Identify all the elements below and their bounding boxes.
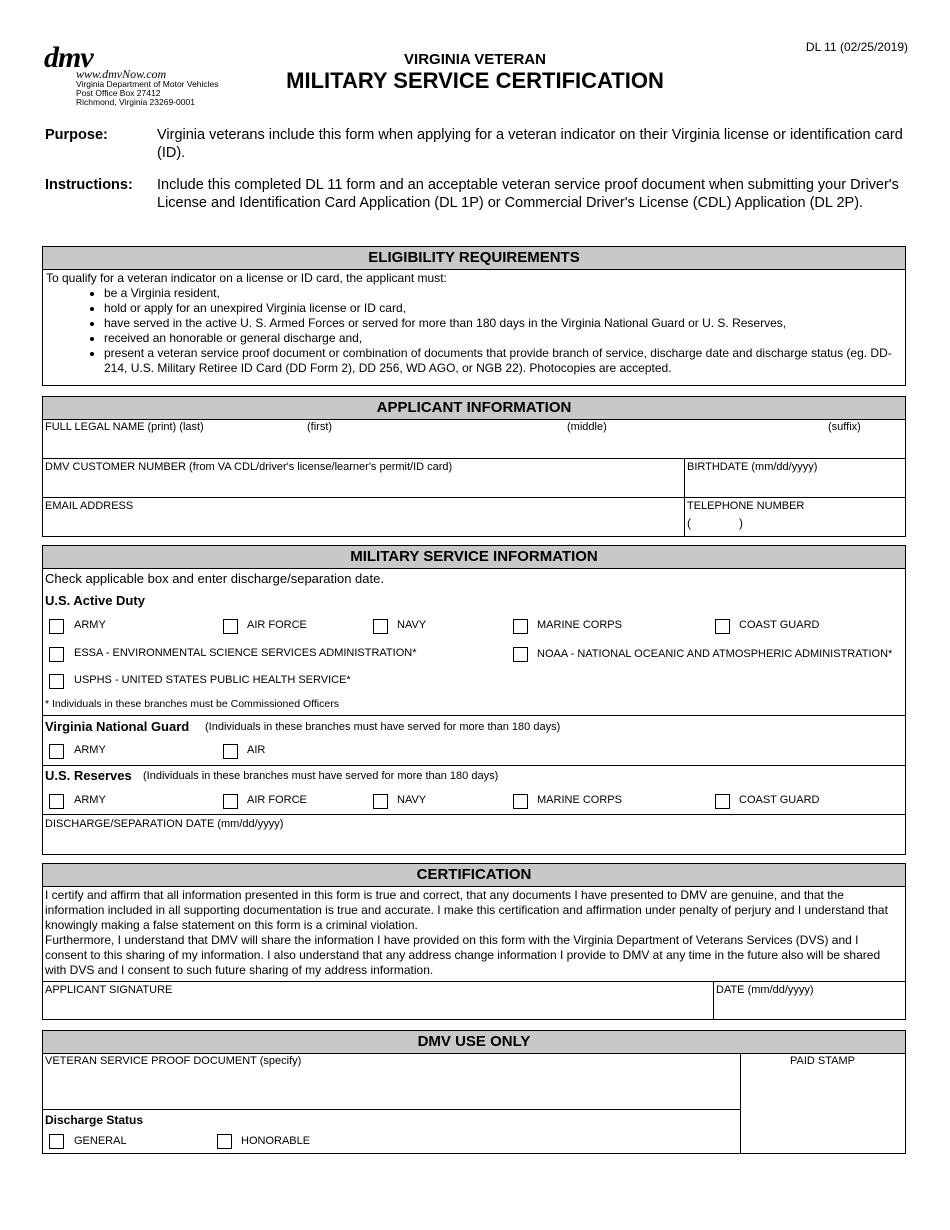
- purpose-label: Purpose:: [45, 127, 108, 143]
- purpose-text: Virginia veterans include this form when applying for a veteran indicator on their Virginia license or identification card (ID).: [157, 127, 903, 161]
- logo-address-line: Richmond, Virginia 23269-0001: [76, 97, 195, 107]
- reserves-marine-corps-label: MARINE CORPS: [537, 794, 622, 806]
- military-service-section: [42, 545, 906, 855]
- full-name-field[interactable]: [43, 419, 905, 458]
- proof-document-label: VETERAN SERVICE PROOF DOCUMENT (specify): [45, 1055, 302, 1067]
- national-guard-note: (Individuals in these branches must have served for more than 180 days): [205, 721, 561, 733]
- instructions-section: [45, 176, 905, 232]
- instructions-text: Include this completed DL 11 form and an acceptable veteran service proof document when submitting your Driver's License and Identification Card Application (DL 1P) or Commercial Driver's License (CDL) Application (DL 2P).: [157, 177, 899, 211]
- national-guard-title: Virginia National Guard: [45, 719, 190, 734]
- birthdate-label: BIRTHDATE (mm/dd/yyyy): [687, 461, 818, 473]
- applicant-section: [42, 396, 906, 537]
- applicant-title: APPLICANT INFORMATION: [43, 397, 905, 420]
- reserves-coast-guard-label: COAST GUARD: [739, 794, 820, 806]
- honorable-discharge-checkbox[interactable]: [217, 1134, 232, 1149]
- active-navy-label: NAVY: [397, 619, 427, 631]
- guard-air-label: AIR: [247, 744, 266, 756]
- first-name-label: (first): [307, 421, 333, 433]
- birthdate-field[interactable]: [685, 459, 905, 497]
- paid-stamp-label: PAID STAMP: [790, 1055, 855, 1067]
- reserves-navy-label: NAVY: [397, 794, 427, 806]
- discharge-date-field[interactable]: [43, 815, 905, 854]
- form-title-line1: VIRGINIA VETERAN: [404, 51, 546, 68]
- eligibility-item: • have served in the active U. S. Armed Forces or served for more than 180 days in the Virginia National Guard or U. S. Reserves,: [104, 316, 902, 331]
- proof-document-field[interactable]: [43, 1053, 740, 1108]
- customer-number-field[interactable]: [43, 459, 684, 497]
- logo-address-line: Virginia Department of Motor Vehicles: [76, 79, 219, 89]
- middle-name-label: (middle): [567, 421, 607, 433]
- logo-mark: dmv: [44, 41, 93, 74]
- guard-army-checkbox[interactable]: [49, 744, 64, 759]
- email-label: EMAIL ADDRESS: [45, 500, 134, 512]
- eligibility-item: • received an honorable or general discharge and,: [104, 331, 902, 346]
- essa-label: ESSA - ENVIRONMENTAL SCIENCE SERVICES ADMINISTRATION*: [74, 647, 417, 659]
- logo-url: www.dmvNow.com: [76, 67, 167, 81]
- area-code-open: (: [687, 516, 691, 530]
- instructions-label: Instructions:: [45, 177, 133, 193]
- reserves-note: (Individuals in these branches must have served for more than 180 days): [143, 770, 499, 782]
- active-duty-title: U.S. Active Duty: [45, 593, 145, 608]
- reserves-army-checkbox[interactable]: [49, 794, 64, 809]
- eligibility-title: ELIGIBILITY REQUIREMENTS: [43, 247, 905, 270]
- essa-checkbox[interactable]: [49, 647, 64, 662]
- form-title: MILITARY SERVICE CERTIFICATION: [286, 68, 664, 93]
- signature-date-label: DATE (mm/dd/yyyy): [716, 984, 814, 996]
- commissioned-officers-footnote: * Individuals in these branches must be Commissioned Officers: [45, 698, 339, 710]
- signature-date-field[interactable]: [714, 982, 905, 1019]
- active-navy-checkbox[interactable]: [373, 619, 388, 634]
- active-air-force-label: AIR FORCE: [247, 619, 307, 631]
- usphs-label: USPHS - UNITED STATES PUBLIC HEALTH SERVICE*: [74, 674, 351, 686]
- honorable-discharge-label: HONORABLE: [241, 1135, 311, 1147]
- signature-label: APPLICANT SIGNATURE: [45, 984, 173, 996]
- guard-air-checkbox[interactable]: [223, 744, 238, 759]
- active-army-label: ARMY: [74, 619, 106, 631]
- military-instruction: Check applicable box and enter discharge/separation date.: [45, 571, 384, 586]
- active-army-checkbox[interactable]: [49, 619, 64, 634]
- discharge-status-title: Discharge Status: [45, 1113, 144, 1127]
- eligibility-item: • hold or apply for an unexpired Virginia license or ID card,: [104, 301, 902, 316]
- area-code-close: ): [739, 516, 743, 530]
- eligibility-section: [42, 246, 906, 386]
- reserves-title: U.S. Reserves: [45, 768, 132, 783]
- telephone-label: TELEPHONE NUMBER: [687, 500, 805, 512]
- reserves-navy-checkbox[interactable]: [373, 794, 388, 809]
- telephone-field[interactable]: [685, 498, 905, 536]
- guard-army-label: ARMY: [74, 744, 106, 756]
- certification-section: [42, 863, 906, 1020]
- reserves-marine-corps-checkbox[interactable]: [513, 794, 528, 809]
- form-number: DL 11 (02/25/2019): [805, 40, 908, 54]
- suffix-label: (suffix): [828, 421, 861, 433]
- active-marine-corps-checkbox[interactable]: [513, 619, 528, 634]
- certification-paragraph: I certify and affirm that all information presented in this form is true and correct, that any documents I have presented to DMV are genuine, and that the information included in all supporting documentation is true and accurate. I make this certification and affirmation under penalty of perjury and I understand that knowingly making a false statement on this form is a criminal violation.: [45, 888, 888, 932]
- active-coast-guard-checkbox[interactable]: [715, 619, 730, 634]
- purpose-section: [45, 126, 905, 166]
- full-name-label: FULL LEGAL NAME (print) (last): [45, 421, 204, 433]
- military-service-title: MILITARY SERVICE INFORMATION: [43, 546, 905, 569]
- logo-address-line: Post Office Box 27412: [76, 88, 161, 98]
- customer-number-label: DMV CUSTOMER NUMBER (from VA CDL/driver's license/learner's permit/ID card): [45, 461, 453, 473]
- active-marine-corps-label: MARINE CORPS: [537, 619, 622, 631]
- discharge-date-label: DISCHARGE/SEPARATION DATE (mm/dd/yyyy): [45, 818, 284, 830]
- usphs-checkbox[interactable]: [49, 674, 64, 689]
- eligibility-lead: To qualify for a veteran indicator on a license or ID card, the applicant must:: [46, 271, 447, 285]
- general-discharge-checkbox[interactable]: [49, 1134, 64, 1149]
- reserves-air-force-label: AIR FORCE: [247, 794, 307, 806]
- dmv-use-only-title: DMV USE ONLY: [43, 1031, 905, 1054]
- reserves-air-force-checkbox[interactable]: [223, 794, 238, 809]
- email-field[interactable]: [43, 498, 684, 536]
- certification-paragraph: Furthermore, I understand that DMV will share the information I have provided on this form with the Virginia Department of Veterans Services (DVS) and I consent to this sharing of my information. I also understand that any address change information I provide to DMV at any time in the future also will be shared with DVS and I consent to such future sharing of my address information.: [45, 933, 881, 977]
- dmv-use-only-section: [42, 1030, 906, 1154]
- eligibility-item: • present a veteran service proof document or combination of documents that provide branch of service, discharge date and discharge status (eg. DD-214, U.S. Military Retiree ID Card (DD Form 2), DD 256, WD AGO, or NGB 22). Photocopies are accepted.: [104, 346, 902, 376]
- certification-text: [45, 888, 903, 978]
- eligibility-list: [46, 286, 902, 376]
- active-air-force-checkbox[interactable]: [223, 619, 238, 634]
- reserves-coast-guard-checkbox[interactable]: [715, 794, 730, 809]
- signature-field[interactable]: [43, 982, 713, 1019]
- noaa-label: NOAA - NATIONAL OCEANIC AND ATMOSPHERIC ADMINISTRATION*: [537, 648, 893, 660]
- eligibility-item: • be a Virginia resident,: [104, 286, 902, 301]
- reserves-army-label: ARMY: [74, 794, 106, 806]
- certification-title: CERTIFICATION: [43, 864, 905, 887]
- noaa-checkbox[interactable]: [513, 647, 528, 662]
- general-discharge-label: GENERAL: [74, 1135, 127, 1147]
- active-coast-guard-label: COAST GUARD: [739, 619, 820, 631]
